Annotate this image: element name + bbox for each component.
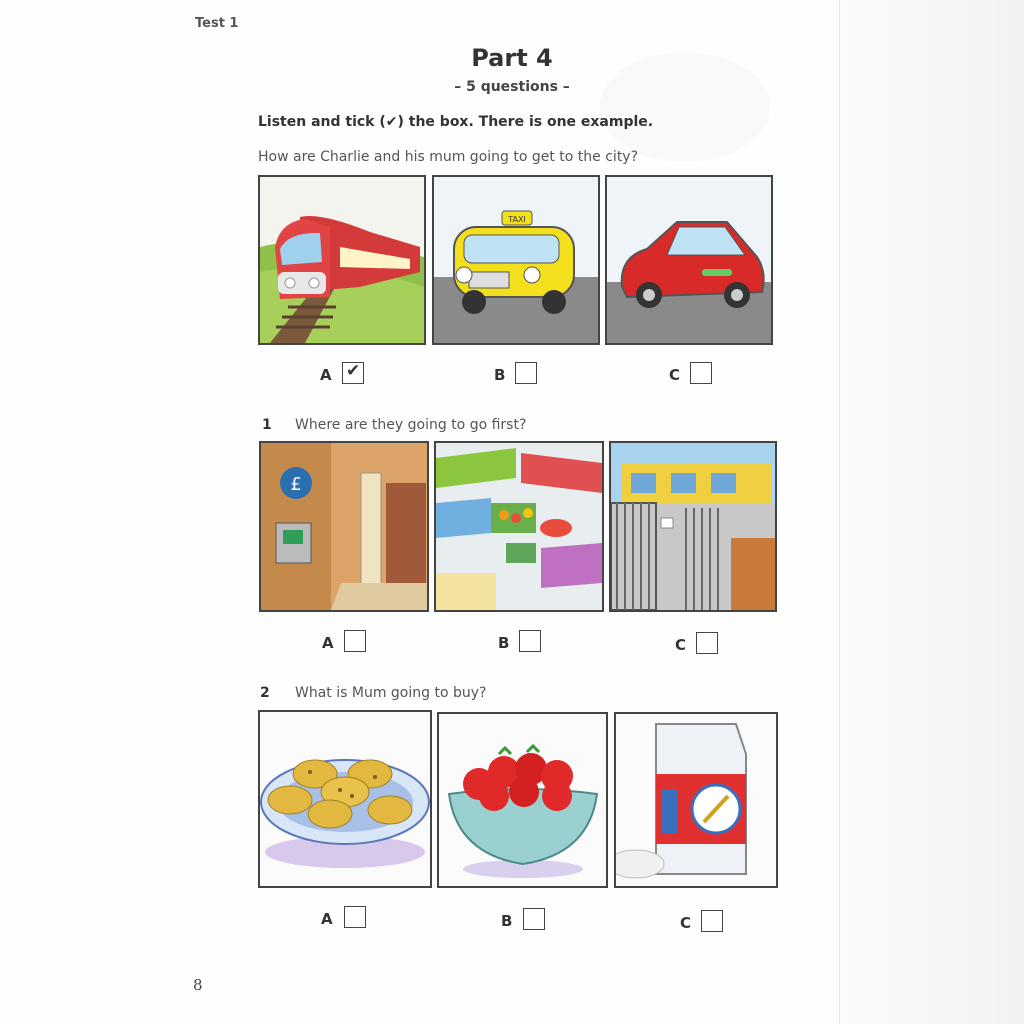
strawberries-illustration: [439, 714, 606, 886]
question-1-text: Where are they going to go first?: [295, 417, 527, 433]
example-option-c-letter: C: [669, 366, 681, 384]
cookies-illustration: [260, 712, 430, 886]
example-question: How are Charlie and his mum going to get to the city?: [258, 149, 639, 165]
taxi-illustration: [434, 177, 598, 343]
question-2-option-c-letter: C: [680, 914, 692, 932]
question-1-picture-a: [259, 441, 429, 612]
example-picture-b: [432, 175, 600, 345]
question-2-text: What is Mum going to buy?: [295, 685, 487, 701]
question-2-picture-c: [614, 712, 778, 888]
question-2-number: 2: [260, 685, 270, 701]
example-picture-c: [605, 175, 773, 345]
example-option-b-letter: B: [494, 366, 506, 384]
question-1-option-c-letter: C: [675, 636, 687, 654]
example-tick-box-c[interactable]: [690, 362, 712, 384]
page-edge: [839, 0, 1024, 1024]
question-1-option-a-letter: A: [322, 634, 334, 652]
question-2-option-a-letter: A: [321, 910, 333, 928]
tick-mark: ✔: [346, 361, 361, 381]
question-2-picture-a: [258, 710, 432, 888]
instruction-text: Listen and tick (✔) the box. There is one example.: [258, 114, 654, 130]
question-2-tick-box-c[interactable]: [701, 910, 723, 932]
bank-pound-sign: £: [290, 474, 302, 495]
flour-bag-illustration: [616, 714, 776, 886]
test-label: Test 1: [195, 16, 239, 31]
market-illustration: [436, 443, 602, 610]
example-tick-box-b[interactable]: [515, 362, 537, 384]
question-2-tick-box-b[interactable]: [523, 908, 545, 930]
question-2-picture-b: [437, 712, 608, 888]
question-1-tick-box-a[interactable]: [344, 630, 366, 652]
bank-illustration: [261, 443, 427, 610]
question-1-option-b-letter: B: [498, 634, 510, 652]
question-1-tick-box-c[interactable]: [696, 632, 718, 654]
question-2-option-b-letter: B: [501, 912, 513, 930]
example-tick-box-a[interactable]: [342, 362, 364, 384]
train-illustration: [260, 177, 424, 343]
car-illustration: [607, 177, 771, 343]
example-option-a-letter: A: [320, 366, 332, 384]
question-1-number: 1: [262, 417, 272, 433]
part-title: Part 4: [471, 44, 553, 72]
page-number: 8: [193, 976, 203, 994]
question-1-picture-c: [609, 441, 777, 612]
example-picture-a: [258, 175, 426, 345]
school-gate-illustration: [611, 443, 775, 610]
part-subtitle: – 5 questions –: [454, 79, 570, 95]
question-1-tick-box-b[interactable]: [519, 630, 541, 652]
question-1-picture-b: [434, 441, 604, 612]
question-2-tick-box-a[interactable]: [344, 906, 366, 928]
taxi-sign-text: TAXI: [508, 215, 526, 224]
